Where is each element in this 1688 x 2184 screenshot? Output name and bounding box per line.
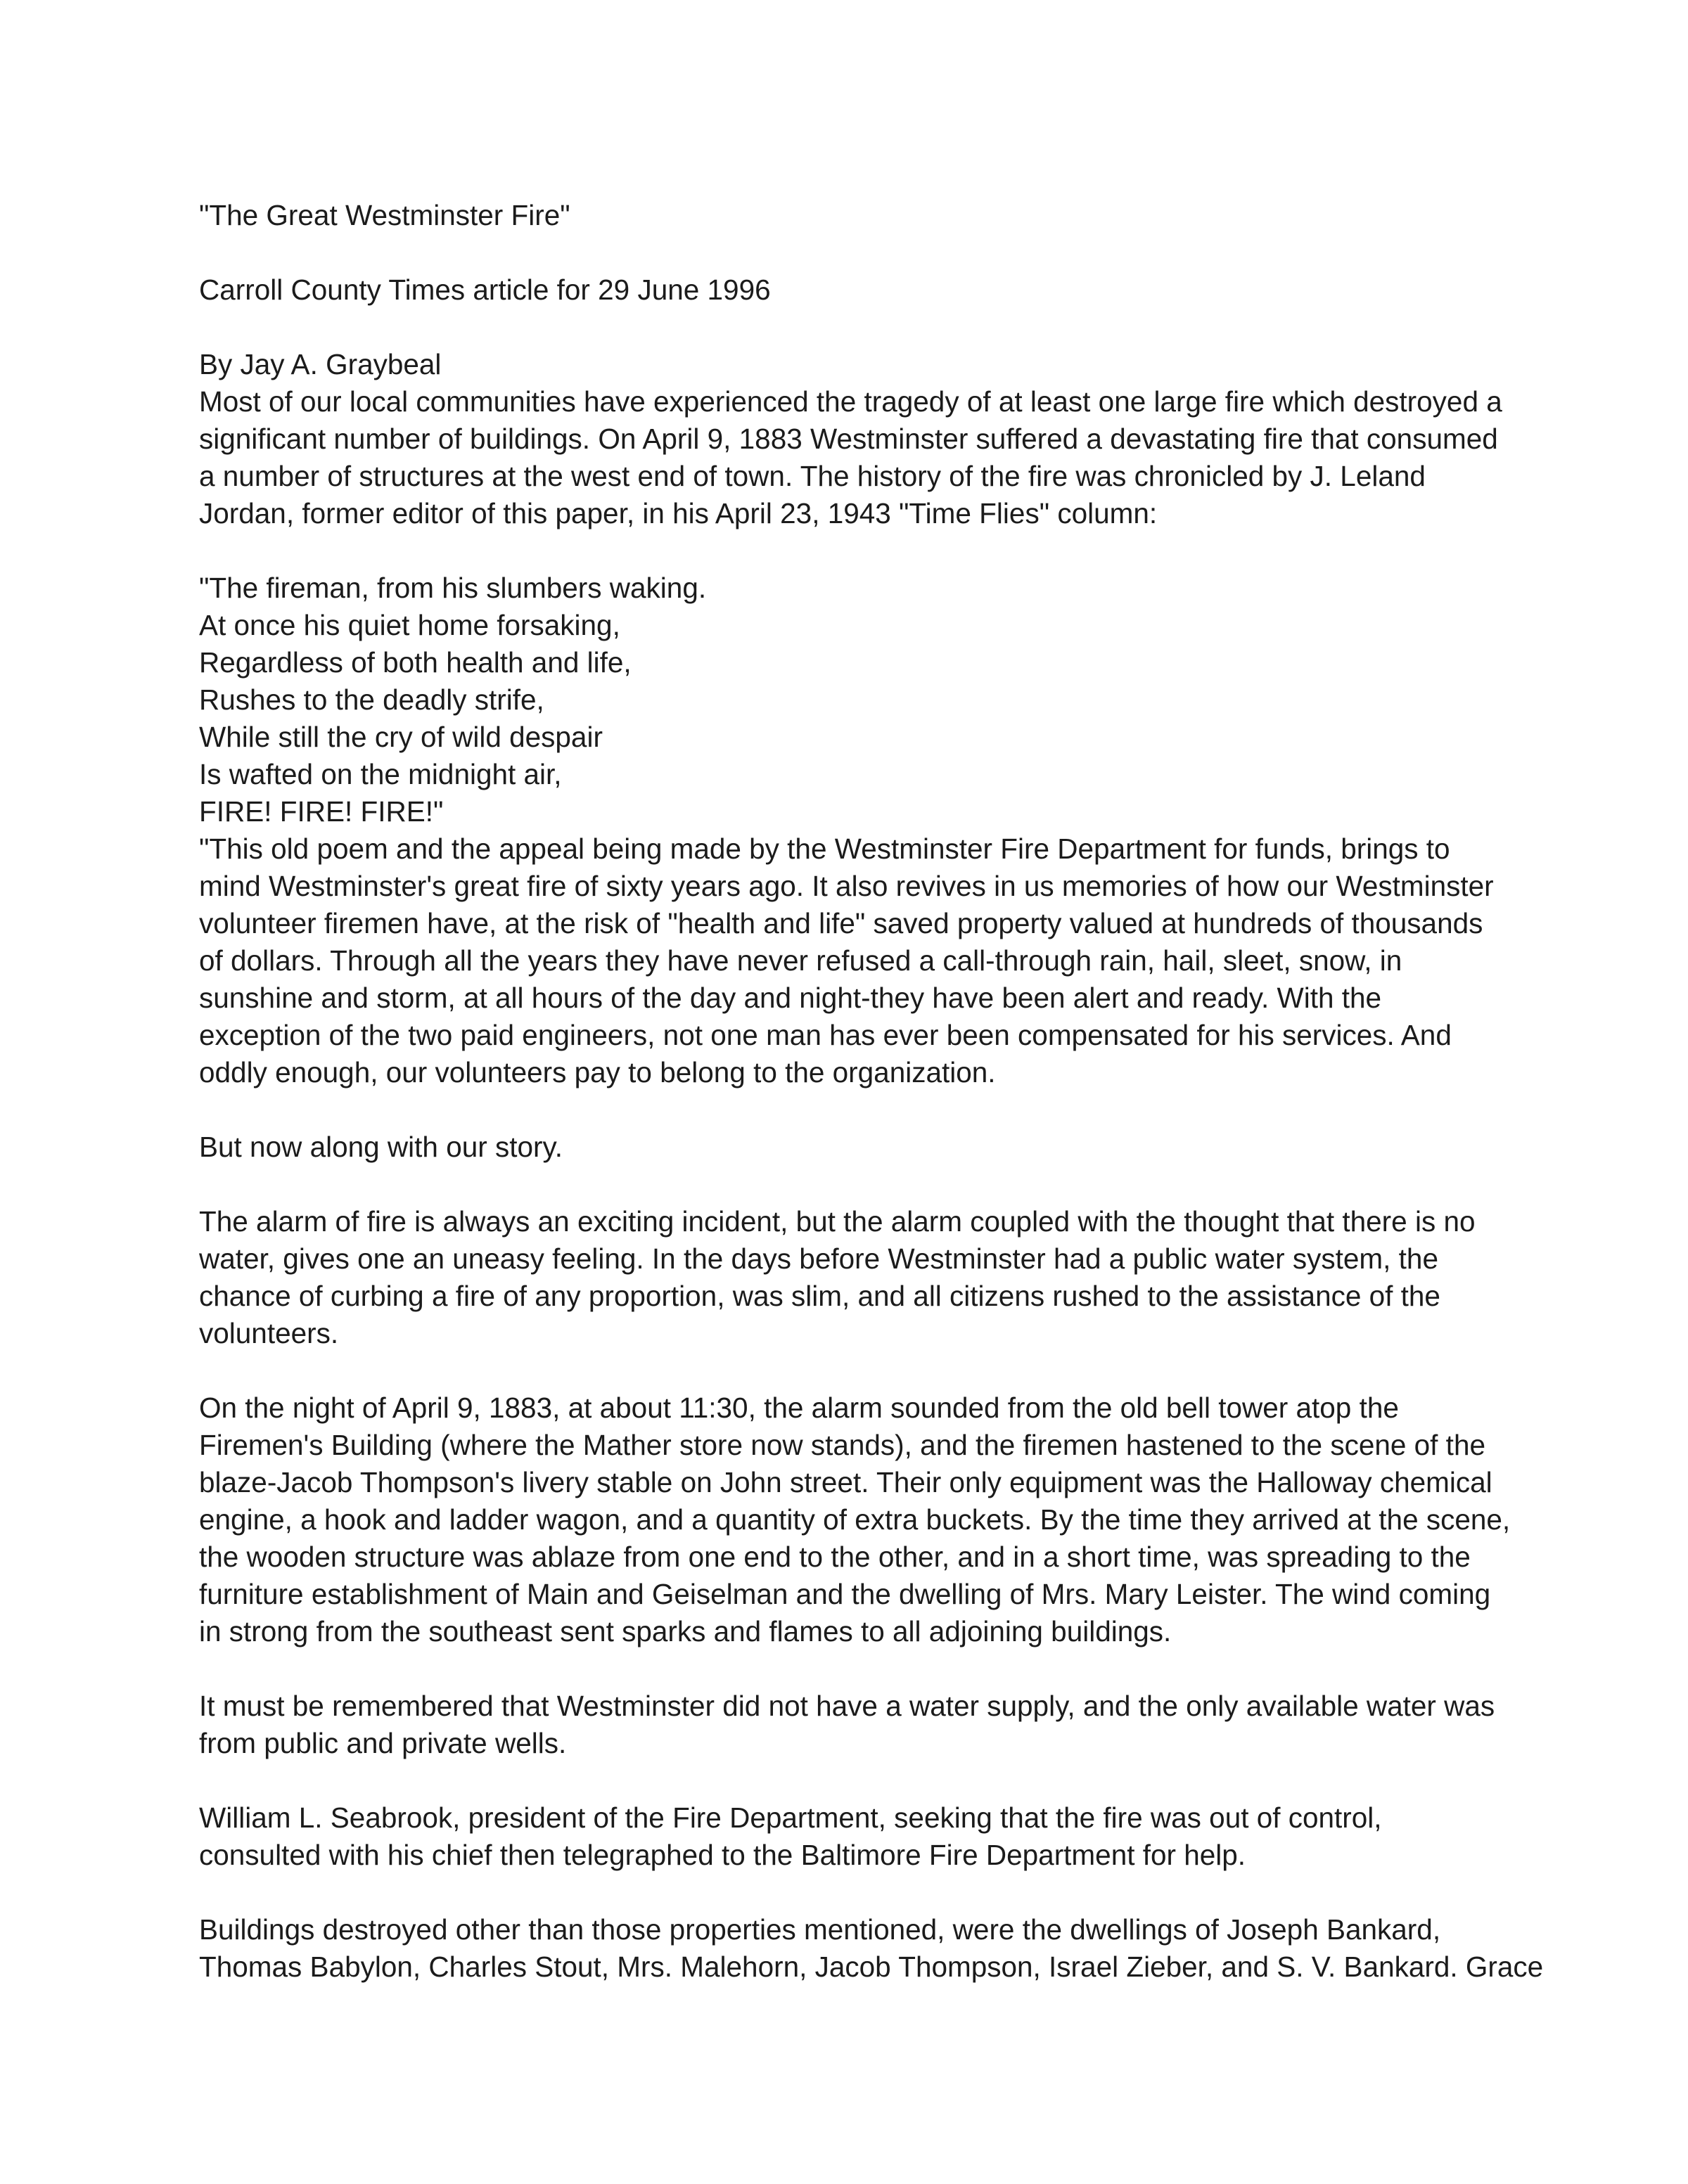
spacer: [199, 1091, 1507, 1129]
spacer: [199, 1166, 1507, 1203]
text-line: chance of curbing a fire of any proportion, was slim, and all citizens rushed to the assistance of the: [199, 1280, 1440, 1312]
spacer: [199, 309, 1507, 346]
text-line: volunteers.: [199, 1317, 339, 1349]
text-line: Buildings destroyed other than those properties mentioned, were the dwellings of Joseph Bankard,: [199, 1913, 1441, 1946]
article-byline: By Jay A. Graybeal: [199, 348, 442, 380]
text-line: from public and private wells.: [199, 1727, 567, 1759]
text-line: engine, a hook and ladder wagon, and a quantity of extra buckets. By the time they arrived at the scene,: [199, 1503, 1511, 1536]
spacer: [199, 1762, 1507, 1799]
text-line: But now along with our story.: [199, 1131, 563, 1163]
poem-line: "The fireman, from his slumbers waking.: [199, 572, 707, 604]
poem-line: FIRE! FIRE! FIRE!": [199, 795, 444, 828]
text-line: volunteer firemen have, at the risk of "health and life" saved property valued at hundreds of thousands: [199, 907, 1483, 939]
text-line: Jordan, former editor of this paper, in his April 23, 1943 "Time Flies" column:: [199, 497, 1158, 529]
spacer: [199, 1874, 1507, 1911]
text-line: The alarm of fire is always an exciting incident, but the alarm coupled with the thought that there is no: [199, 1205, 1476, 1238]
text-line: "This old poem and the appeal being made by the Westminster Fire Department for funds, brings to: [199, 833, 1450, 865]
text-line: furniture establishment of Main and Geiselman and the dwelling of Mrs. Mary Leister. The wind coming: [199, 1578, 1491, 1610]
poem-line: Is wafted on the midnight air,: [199, 758, 562, 790]
text-line: consulted with his chief then telegraphed to the Baltimore Fire Department for help.: [199, 1839, 1246, 1871]
text-line: sunshine and storm, at all hours of the day and night-they have been alert and ready. With the: [199, 982, 1382, 1014]
poem-line: While still the cry of wild despair: [199, 721, 603, 753]
article-title: "The Great Westminster Fire": [199, 199, 570, 231]
text-line: the wooden structure was ablaze from one end to the other, and in a short time, was spreading to the: [199, 1541, 1471, 1573]
text-line: mind Westminster's great fire of sixty years ago. It also revives in us memories of how our Westminster: [199, 870, 1494, 902]
text-line: of dollars. Through all the years they have never refused a call-through rain, hail, sleet, snow, in: [199, 944, 1402, 977]
article-body: [199, 197, 1544, 1986]
buildings-paragraph: [199, 1911, 1544, 1986]
alarm-paragraph: [199, 1203, 1507, 1352]
spacer: [199, 532, 1507, 570]
text-line: a number of structures at the west end of town. The history of the fire was chronicled by J. Leland: [199, 460, 1426, 492]
night-paragraph: [199, 1389, 1511, 1650]
poem-line: At once his quiet home forsaking,: [199, 609, 620, 641]
intro-paragraph: [199, 383, 1507, 532]
text-line: in strong from the southeast sent sparks and flames to all adjoining buildings.: [199, 1615, 1172, 1647]
spacer: [199, 1352, 1507, 1389]
text-line: oddly enough, our volunteers pay to belong to the organization.: [199, 1056, 996, 1088]
poem-stanza: [199, 570, 1507, 830]
water-paragraph: [199, 1688, 1507, 1762]
text-line: significant number of buildings. On April 9, 1883 Westminster suffered a devastating fire that consumed: [199, 423, 1498, 455]
transition-paragraph: [199, 1129, 1507, 1166]
text-line: It must be remembered that Westminster did not have a water supply, and the only available water was: [199, 1690, 1495, 1722]
seabrook-paragraph: [199, 1799, 1507, 1874]
spacer: [199, 234, 1507, 271]
text-line: Thomas Babylon, Charles Stout, Mrs. Malehorn, Jacob Thompson, Israel Zieber, and S. V. Bankard. Grace: [199, 1951, 1544, 1983]
text-line: On the night of April 9, 1883, at about 11:30, the alarm sounded from the old bell tower atop the: [199, 1392, 1399, 1424]
spacer: [199, 1650, 1507, 1688]
text-line: water, gives one an uneasy feeling. In the days before Westminster had a public water system, the: [199, 1242, 1438, 1275]
appeal-paragraph: [199, 830, 1507, 1091]
text-line: William L. Seabrook, president of the Fire Department, seeking that the fire was out of control,: [199, 1801, 1382, 1834]
text-line: Firemen's Building (where the Mather store now stands), and the firemen hastened to the scene of the: [199, 1429, 1485, 1461]
poem-line: Regardless of both health and life,: [199, 646, 632, 679]
text-line: Most of our local communities have experienced the tragedy of at least one large fire which destroyed a: [199, 385, 1502, 418]
text-line: blaze-Jacob Thompson's livery stable on John street. Their only equipment was the Halloway chemical: [199, 1466, 1492, 1498]
text-line: exception of the two paid engineers, not one man has ever been compensated for his services. And: [199, 1019, 1452, 1051]
poem-line: Rushes to the deadly strife,: [199, 683, 544, 716]
article-source: Carroll County Times article for 29 June 1996: [199, 274, 771, 306]
